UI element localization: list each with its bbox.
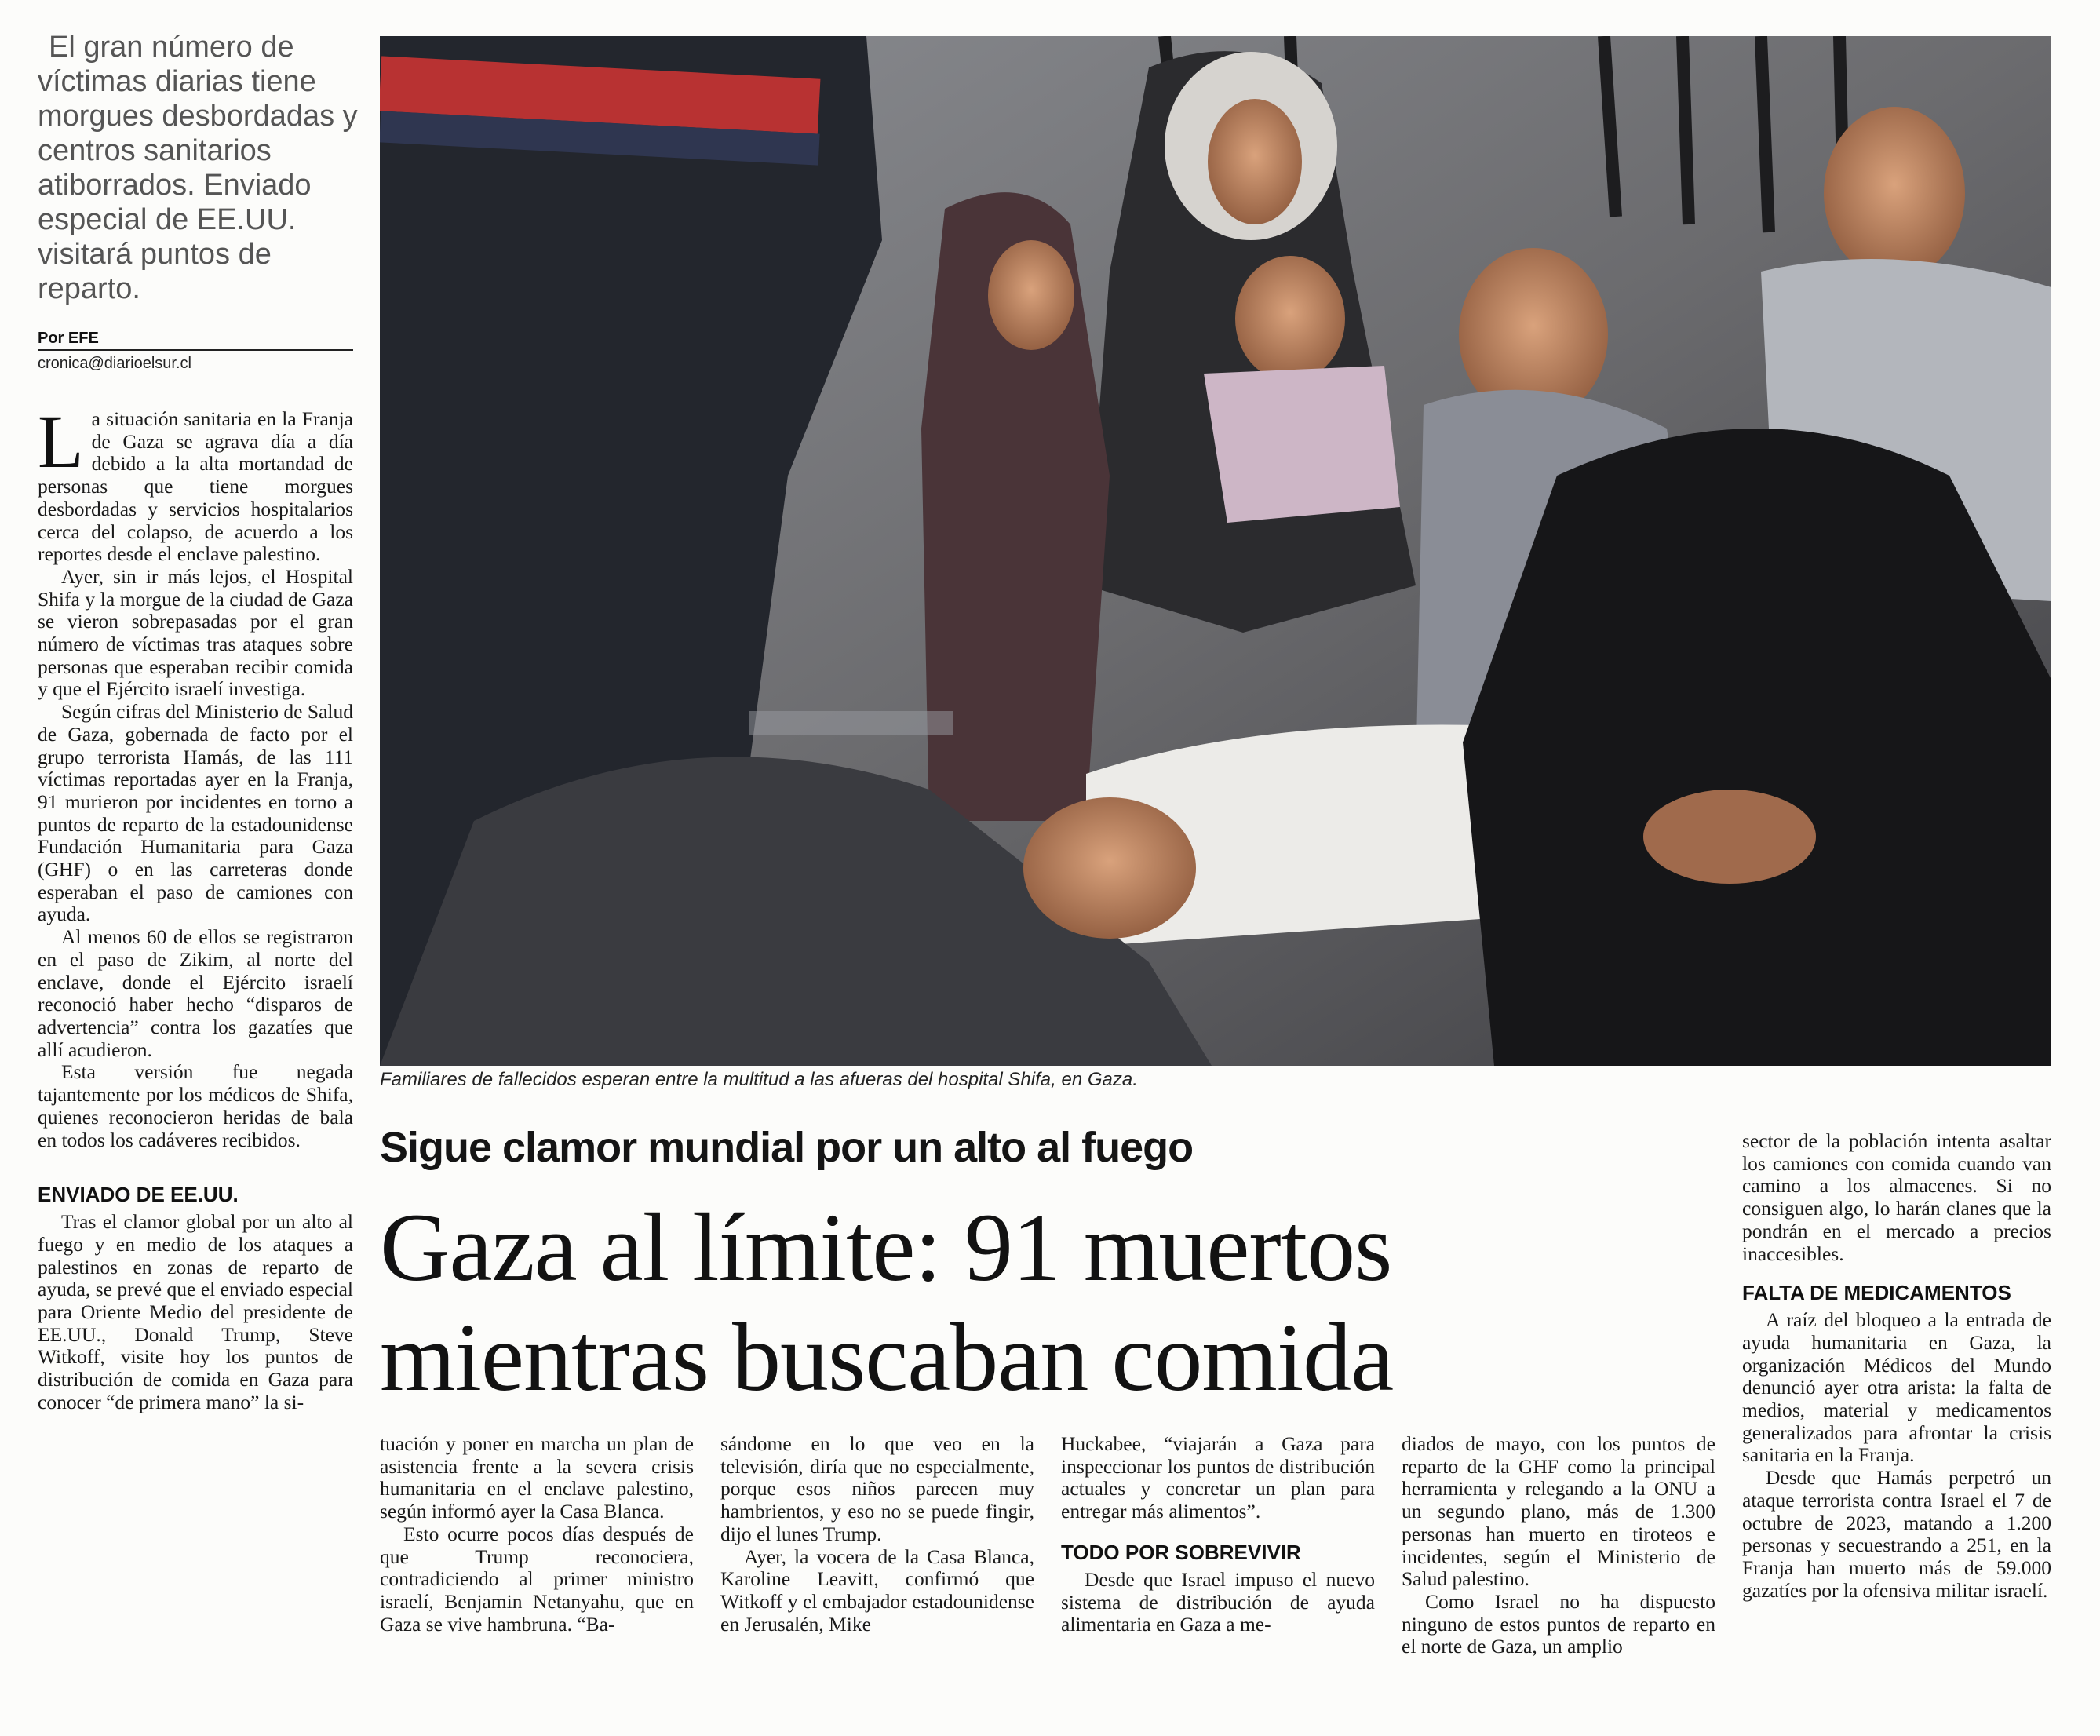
paragraph: Huckabee, “viajarán a Gaza para inspeccionar los puntos de distribución actuales y concretar un plan para entregar más alimentos”. [1061, 1432, 1375, 1523]
paragraph: diados de mayo, con los puntos de reparto de la GHF como la principal herramienta y relegando a la ONU a un segundo plano, más de 1.300 personas han muerto en tiroteos e incidentes, según el Ministerio de Salud palestino. [1402, 1432, 1715, 1591]
headline-line-2: mientras buscaban comida [380, 1304, 1394, 1411]
body-column-5 [1402, 1433, 1715, 1658]
photo-caption: Familiares de fallecidos esperan entre la multitud a las afueras del hospital Shifa, en Gaza. [380, 1069, 1138, 1090]
kicker: Sigue clamor mundial por un alto al fuego [380, 1124, 1194, 1171]
paragraph: Al menos 60 de ellos se registraron en el paso de Zikim, al norte del enclave, donde el Ejército israelí reconoció haber hecho “disparos de advertencia” contra los gazatíes que allí acudieron. [38, 925, 353, 1061]
byline: Por EFE [38, 330, 353, 351]
paragraph: Desde que Hamás perpetró un ataque terrorista contra Israel el 7 de octubre de 2023, matando a 1.200 personas y secuestrando a 251, en la Franja han muerto más de 59.000 gazatíes por la ofensiva militar israelí. [1742, 1466, 2051, 1602]
paragraph: Como Israel no ha dispuesto ninguno de estos puntos de reparto en el norte de Gaza, un amplio [1402, 1589, 1715, 1658]
body-column-2 [380, 1433, 694, 1636]
section-subhead-envoy: ENVIADO DE EE.UU. [38, 1183, 239, 1207]
body-column-6 [1742, 1130, 2051, 1602]
paragraph: Desde que Israel impuso el nuevo sistema de distribución de ayuda alimentaria en Gaza a me- [1061, 1567, 1375, 1636]
paragraph: Ayer, la vocera de la Casa Blanca, Karoline Leavitt, confirmó que Witkoff y el embajador estadounidense en Jerusalén, Mike [720, 1545, 1034, 1636]
headline-line-1: Gaza al límite: 91 muertos [380, 1194, 1392, 1301]
body-column-4 [1061, 1433, 1375, 1636]
news-photo [380, 36, 2051, 1066]
section-subhead-medicines: FALTA DE MEDICAMENTOS [1742, 1281, 2011, 1305]
paragraph: sándome en lo que veo en la televisión, diría que no especialmente, porque esos niños parecen muy hambrientos, y eso no se puede fingir, dijo el lunes Trump. [720, 1432, 1034, 1545]
photo-illustration [380, 36, 2051, 1066]
paragraph: Esta versión fue negada tajantemente por los médicos de Shifa, quienes reconocieron heridas de bala en todos los cadáveres recibidos. [38, 1060, 353, 1151]
article-deck: El gran número de víctimas diarias tiene morgues desbordadas y centros sanitarios atiborrados. Enviado especial de EE.UU. visitará puntos de reparto. [38, 31, 358, 305]
author-email[interactable]: cronica@diarioelsur.cl [38, 355, 191, 372]
headline [380, 1193, 1714, 1413]
paragraph: Ayer, sin ir más lejos, el Hospital Shifa y la morgue de la ciudad de Gaza se vieron sobrepasadas por el gran número de víctimas tras ataques sobre personas que esperaban recibir comida y que el Ejército israelí investiga. [38, 564, 353, 701]
section-subhead-survive: TODO POR SOBREVIVIR [1061, 1540, 1301, 1564]
body-column-3 [720, 1433, 1034, 1636]
paragraph: Según cifras del Ministerio de Salud de Gaza, gobernada de facto por el grupo terrorista Hamás, de las 111 víctimas reportadas ayer en la Franja, 91 murieron por incidentes en torno a puntos de reparto de la estadounidense Fundación Humanitaria para Gaza (GHF) o en las carreteras donde esperaban el paso de camiones con ayuda. [38, 700, 353, 926]
lead-paragraph [38, 399, 353, 566]
body-column-1 [38, 399, 353, 1414]
paragraph: Tras el clamor global por un alto al fuego y en medio de los ataques a palestinos en zonas de reparto de ayuda, se prevé que el enviado especial para Oriente Medio del presidente de EE.UU., Donald Trump, Steve Witkoff, visite hoy los puntos de distribución de comida en Gaza para conocer “de primera mano” la si- [38, 1210, 353, 1413]
paragraph: A raíz del bloqueo a la entrada de ayuda humanitaria en Gaza, la organización Médicos del Mundo denunció ayer otra arista: la falta de medios, material y medicamentos generalizados para afrontar la crisis sanitaria en la Franja. [1742, 1308, 2051, 1467]
lead-text: a situación sanitaria en la Franja de Gaza se agrava día a día debido a la alta mortandad de personas que tiene morgues desbordadas y servicios hospitalarios cerca del colapso, de acuerdo a los reportes desde el enclave palestino. [38, 407, 353, 566]
drop-cap: L [38, 399, 84, 483]
paragraph: Esto ocurre pocos días después de que Trump reconociera, contradiciendo al primer ministro israelí, Benjamin Netanyahu, que en Gaza se vive hambruna. “Ba- [380, 1522, 694, 1636]
paragraph: tuación y poner en marcha un plan de asistencia frente a la severa crisis humanitaria en el enclave palestino, según informó ayer la Casa Blanca. [380, 1432, 694, 1523]
paragraph: sector de la población intenta asaltar los camiones con comida cuando van camino a los almacenes. Si no consiguen algo, lo harán clanes que la pondrán en el mercado a precios inaccesibles. [1742, 1129, 2051, 1265]
